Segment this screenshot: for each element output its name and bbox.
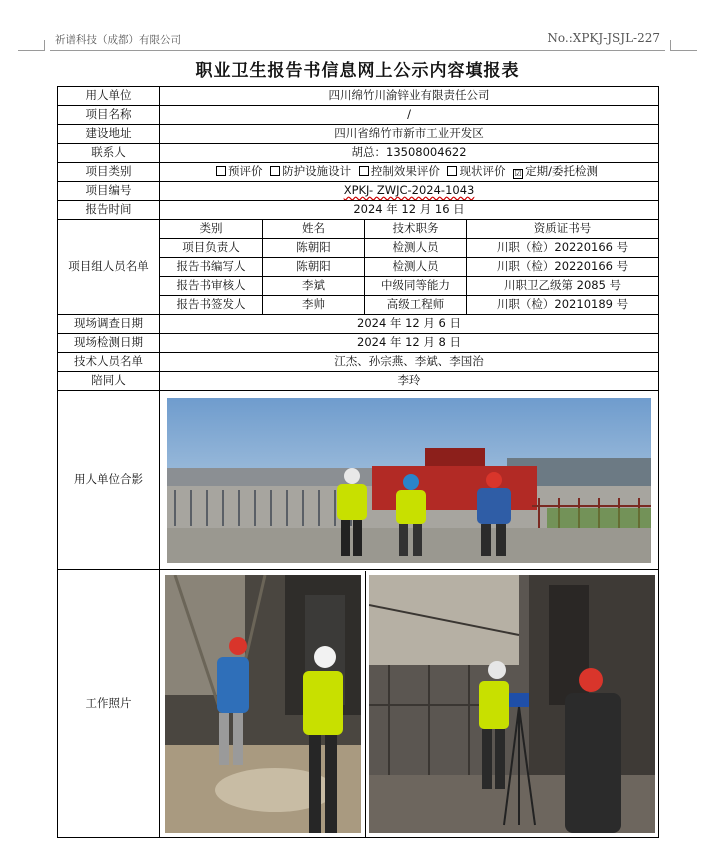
crop-mark-top-left-h [18, 50, 45, 51]
header-rule [50, 50, 665, 51]
team-role: 报告书编写人 [160, 258, 263, 277]
row-survey-date [58, 315, 659, 334]
category-option-2 [270, 164, 351, 178]
checkbox-1 [216, 166, 226, 176]
category-option-5-label: 定期/委托检测 [525, 164, 599, 178]
team-name: 李斌 [263, 277, 365, 296]
label-test-date: 现场检测日期 [58, 334, 160, 353]
group-photo-cell [160, 391, 659, 570]
work-photo-1 [165, 575, 361, 833]
category-option-1 [216, 164, 263, 178]
header-doc-number: No.:XPKJ-JSJL-227 [547, 31, 660, 45]
crop-mark-top-right [670, 40, 697, 50]
page-title: 职业卫生报告书信息网上公示内容填报表 [195, 61, 520, 81]
label-project-no: 项目编号 [58, 182, 160, 201]
row-companion [58, 372, 659, 391]
value-survey-date: 2024 年 12 月 6 日 [160, 315, 659, 334]
label-team: 项目组人员名单 [58, 220, 160, 315]
category-option-2-label: 防护设施设计 [282, 164, 352, 178]
value-contact: 胡总：13508004622 [160, 144, 659, 163]
value-technicians: 江杰、孙宗燕、李斌、李国治 [160, 353, 659, 372]
team-header-row [58, 220, 659, 239]
value-category [160, 163, 659, 182]
category-option-4-label: 现状评价 [459, 164, 506, 178]
category-option-4 [447, 164, 505, 178]
team-role: 项目负责人 [160, 239, 263, 258]
row-contact [58, 144, 659, 163]
group-photo [167, 398, 651, 563]
label-address: 建设地址 [58, 125, 160, 144]
row-employer [58, 87, 659, 106]
row-project-name [58, 106, 659, 125]
row-project-no [58, 182, 659, 201]
team-cert: 川职（检）20220166 号 [467, 239, 659, 258]
value-test-date: 2024 年 12 月 8 日 [160, 334, 659, 353]
row-work-photos [58, 570, 659, 838]
value-project-no [160, 182, 659, 201]
team-name: 李帅 [263, 296, 365, 315]
team-cert: 川职卫乙级第 2085 号 [467, 277, 659, 296]
team-col-title: 技术职务 [365, 220, 467, 239]
team-col-cert: 资质证书号 [467, 220, 659, 239]
row-technicians [58, 353, 659, 372]
label-technicians: 技术人员名单 [58, 353, 160, 372]
checkbox-2 [270, 166, 280, 176]
category-option-3-label: 控制效果评价 [370, 164, 440, 178]
row-category [58, 163, 659, 182]
team-name: 陈朝阳 [263, 258, 365, 277]
team-title: 检测人员 [365, 258, 467, 277]
row-report-date [58, 201, 659, 220]
team-cert: 川职（检）20210189 号 [467, 296, 659, 315]
value-companion: 李玲 [160, 372, 659, 391]
label-survey-date: 现场调查日期 [58, 315, 160, 334]
row-test-date [58, 334, 659, 353]
value-report-date: 2024 年 12 月 16 日 [160, 201, 659, 220]
team-title: 高级工程师 [365, 296, 467, 315]
group-photo-image [167, 398, 651, 563]
checkbox-4 [447, 166, 457, 176]
checkbox-3 [359, 166, 369, 176]
work-photo-1-frame [160, 571, 366, 837]
row-address [58, 125, 659, 144]
label-project-name: 项目名称 [58, 106, 160, 125]
label-group-photo: 用人单位合影 [58, 391, 160, 570]
team-col-name: 姓名 [263, 220, 365, 239]
team-col-role: 类别 [160, 220, 263, 239]
value-project-name: / [160, 106, 659, 125]
work-photos-cell [160, 570, 659, 838]
crop-mark-top-right-h [670, 50, 697, 51]
team-name: 陈朝阳 [263, 239, 365, 258]
value-employer: 四川绵竹川渝锌业有限责任公司 [160, 87, 659, 106]
label-category: 项目类别 [58, 163, 160, 182]
label-report-date: 报告时间 [58, 201, 160, 220]
label-work-photos: 工作照片 [58, 570, 160, 838]
header-company: 祈谱科技（成都）有限公司 [55, 34, 181, 46]
row-group-photo [58, 391, 659, 570]
category-option-1-label: 预评价 [228, 164, 263, 178]
label-companion: 陪同人 [58, 372, 160, 391]
disclosure-form-table [57, 86, 659, 838]
work-photo-2-frame [366, 571, 658, 837]
category-option-3 [359, 164, 440, 178]
label-contact: 联系人 [58, 144, 160, 163]
checkbox-5-checked: ☑ [514, 169, 522, 178]
team-role: 报告书审核人 [160, 277, 263, 296]
crop-mark-top-left [18, 40, 45, 50]
team-title: 中级同等能力 [365, 277, 467, 296]
team-cert: 川职（检）20220166 号 [467, 258, 659, 277]
value-address: 四川省绵竹市新市工业开发区 [160, 125, 659, 144]
team-role: 报告书签发人 [160, 296, 263, 315]
team-title: 检测人员 [365, 239, 467, 258]
work-photos-row [160, 571, 658, 837]
project-no-text: XPKJ- ZWJC-2024-1043 [343, 183, 475, 198]
label-employer: 用人单位 [58, 87, 160, 106]
category-option-5 [513, 164, 598, 178]
work-photo-2 [369, 575, 655, 833]
